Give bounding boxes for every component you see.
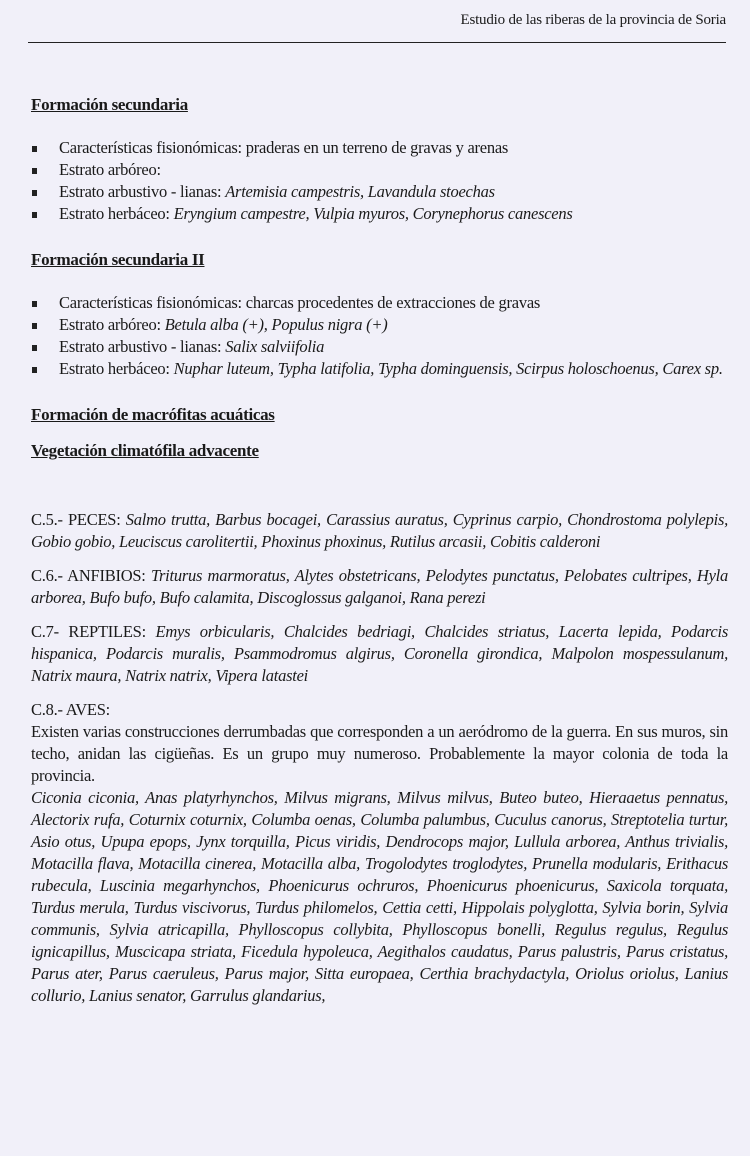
header-divider [28,42,726,43]
item-label: Estrato arbustivo - lianas: [59,182,222,201]
item-label: Características fisionómicas: [59,293,242,312]
list-item [31,336,728,358]
list-item [31,137,728,159]
page-content [31,95,728,1007]
item-text: praderas en un terreno de gravas y arenas [241,138,509,157]
section-title: Formación secundaria [31,95,188,114]
bullet-list [31,137,728,225]
section-formacion-secundaria [31,95,728,225]
fauna-anfibios [31,565,728,609]
item-species: Eryngium campestre, Vulpia myuros, Corynephorus canescens [173,204,573,223]
list-item [31,292,728,314]
section-title-macrofitas: Formación de macrófitas acuáticas [31,405,275,424]
list-item [31,181,728,203]
item-species: Artemisia campestris, Lavandula stoechas [225,182,495,201]
section-title-climatofila: Vegetación climatófila advacente [31,441,259,460]
item-label: Estrato arbóreo: [59,160,161,179]
list-item [31,358,728,380]
item-label: Estrato herbáceo: [59,359,170,378]
fauna-label: C.6.- ANFIBIOS: [31,566,146,585]
item-text: charcas procedentes de extracciones de gravas [241,293,541,312]
item-label: Estrato arbustivo - lianas: [59,337,222,356]
fauna-species: Ciconia ciconia, Anas platyrhynchos, Milvus migrans, Milvus milvus, Buteo buteo, Hieraaetus pennatus, Alectorix rufa, Coturnix coturnix, Columba oenas, Columba palumbus, Cuculus canorus, Streptotelia turtur, Asio otus, Upupa epops, Jynx torquilla, Picus viridis, Dendrocops major, Lullula arborea, Anthus trivialis, Motacilla flava, Motacilla cinerea, Motacilla alba, Trogolodytes troglodytes, Prunella modularis, Erithacus rubecula, Luscinia megarhynchos, Phoenicurus ochruros, Phoenicurus phoenicurus, Saxicola torquata, Turdus merula, Turdus viscivorus, Turdus philomelos, Cettia cetti, Hippolais polyglotta, Sylvia borin, Sylvia communis, Sylvia atricapilla, Phylloscopus collybita, Phylloscopus bonelli, Regulus regulus, Regulus ignicapillus, Muscicapa striata, Ficedula hypoleuca, Aegithalos caudatus, Parus palustris, Parus cristatus, Parus ater, Parus caeruleus, Parus major, Sitta europaea, Certhia brachydactyla, Oriolus oriolus, Lanius collurio, Lanius senator, Garrulus glandarius, [31,788,728,1005]
aves-description: Existen varias construcciones derrumbadas que corresponden a un aeródromo de la guerra. En sus muros, sin techo, anidan las cigüeñas. Es un grupo muy numeroso. Probablemente la mayor colonia de toda la provincia. [31,722,728,785]
item-label: Estrato herbáceo: [59,204,170,223]
fauna-reptiles [31,621,728,687]
list-item [31,314,728,336]
fauna-species: Emys orbicularis, Chalcides bedriagi, Chalcides striatus, Lacerta lepida, Podarcis hispanica, Podarcis muralis, Psammodromus algirus, Coronella girondica, Malpolon mospessulanum, Natrix maura, Natrix natrix, Vipera latastei [31,622,728,685]
section-formacion-secundaria-ii [31,250,728,380]
running-header-title: Estudio de las riberas de la provincia de Soria [460,12,726,28]
fauna-species: Triturus marmoratus, Alytes obstetricans, Pelodytes punctatus, Pelobates cultripes, Hyla arborea, Bufo bufo, Bufo calamita, Discoglossus galganoi, Rana perezi [31,566,728,607]
fauna-label: C.7- REPTILES: [31,622,146,641]
item-species: Salix salviifolia [225,337,325,356]
fauna-species: Salmo trutta, Barbus bocagei, Carassius auratus, Cyprinus carpio, Chondrostoma polylepis, Gobio gobio, Leuciscus carolitertii, Phoxinus phoxinus, Rutilus arcasii, Cobitis calderoni [31,510,729,551]
item-label: Características fisionómicas: [59,138,242,157]
bullet-list [31,292,728,380]
fauna-label: C.8.- AVES: [31,700,111,719]
item-species: Betula alba (+), Populus nigra (+) [164,315,388,334]
fauna-label: C.5.- PECES: [31,510,121,529]
list-item [31,203,728,225]
fauna-aves [31,699,728,1007]
list-item [31,159,728,181]
fauna-peces [31,509,728,553]
item-label: Estrato arbóreo: [59,315,161,334]
item-species: Nuphar luteum, Typha latifolia, Typha dominguensis, Scirpus holoschoenus, Carex sp. [173,359,723,378]
section-title: Formación secundaria II [31,250,205,269]
